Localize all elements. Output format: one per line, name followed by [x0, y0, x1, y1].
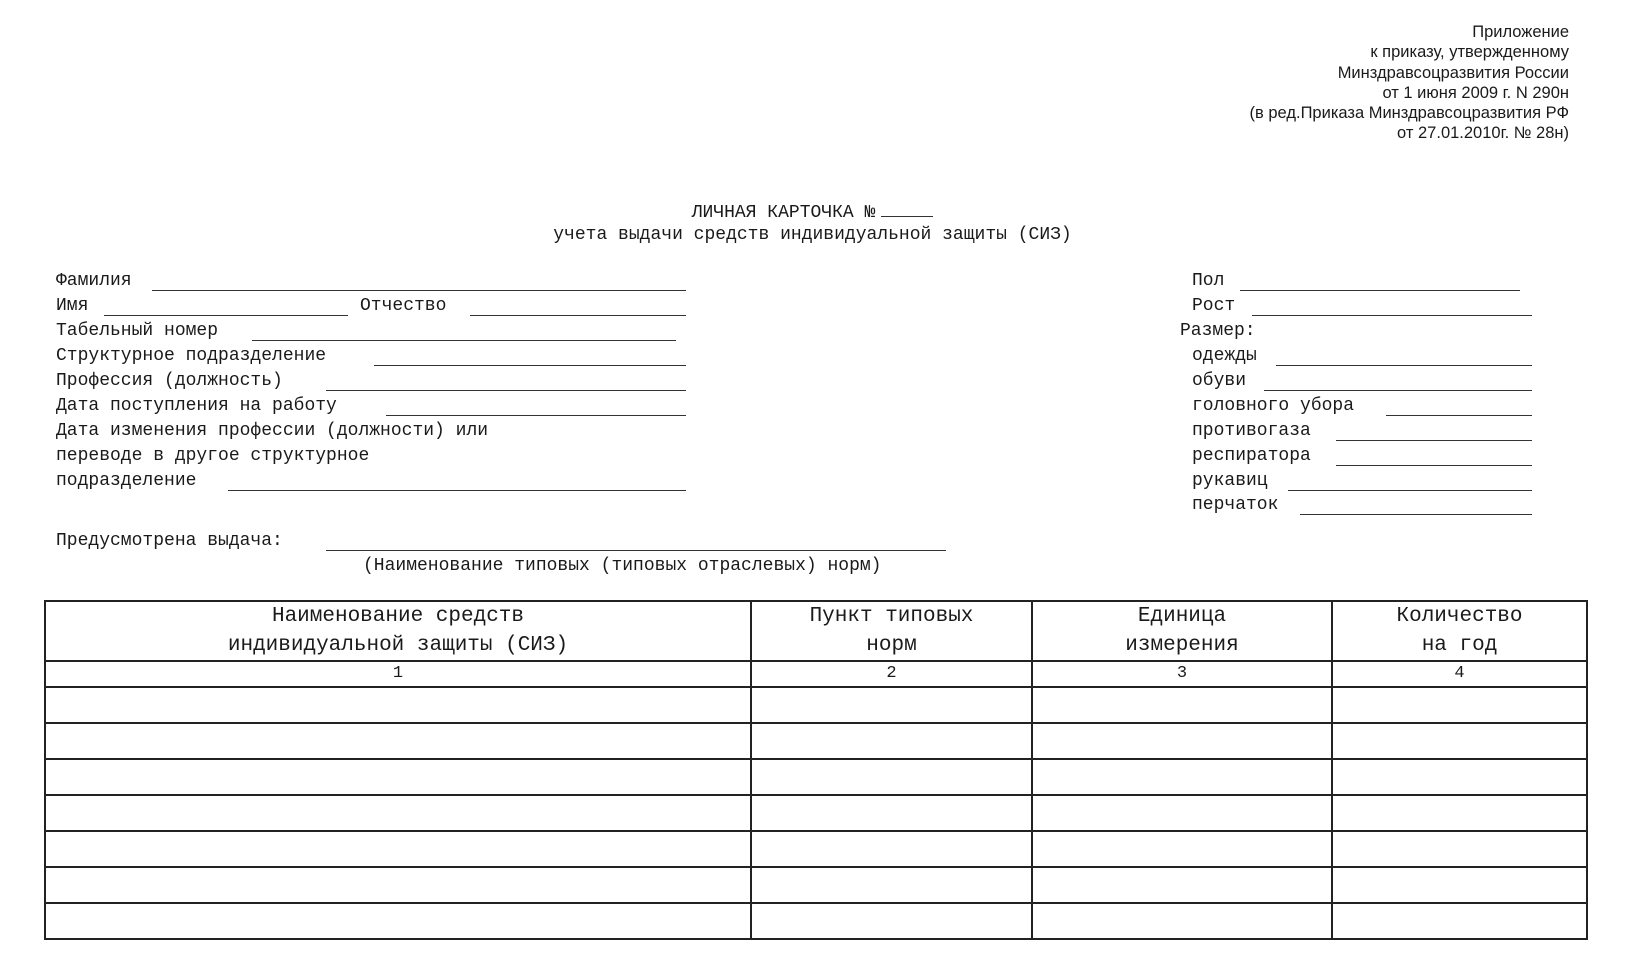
appendix-line: Приложение: [1472, 23, 1569, 41]
table-cell[interactable]: [1332, 903, 1587, 939]
surname-label: Фамилия: [56, 271, 132, 291]
card-title: [0, 198, 1625, 223]
table-cell[interactable]: [1032, 795, 1332, 831]
table-row: [45, 831, 1587, 867]
height-label: Рост: [1192, 296, 1236, 316]
table-cell[interactable]: [1332, 867, 1587, 903]
mittens-size-field[interactable]: [1288, 490, 1532, 491]
respirator-size-label: респиратора: [1192, 446, 1311, 466]
header-ppe-name: Наименование средств индивидуальной защиты (СИЗ): [45, 601, 751, 661]
table-cell[interactable]: [45, 723, 751, 759]
clothes-size-label: одежды: [1192, 346, 1257, 366]
respirator-size-field[interactable]: [1336, 465, 1532, 466]
appendix-line: Минздравсоцразвития России: [1337, 63, 1569, 82]
issue-norms-field[interactable]: [326, 550, 946, 551]
table-header-row: [45, 601, 1587, 661]
department-label: Структурное подразделение: [56, 346, 327, 366]
card-number-blank[interactable]: [881, 198, 933, 217]
table-cell[interactable]: [1332, 831, 1587, 867]
column-number: 3: [1032, 661, 1332, 687]
gloves-size-field[interactable]: [1300, 514, 1532, 515]
table-cell[interactable]: [45, 795, 751, 831]
card-title-text: ЛИЧНАЯ КАРТОЧКА №: [691, 203, 876, 223]
column-number-row: [45, 661, 1587, 687]
table-cell[interactable]: [751, 723, 1032, 759]
table-row: [45, 687, 1587, 723]
mittens-size-label: рукавиц: [1192, 471, 1268, 491]
table-cell[interactable]: [1032, 759, 1332, 795]
table-cell[interactable]: [1332, 723, 1587, 759]
table-row: [45, 723, 1587, 759]
issue-caption: (Наименование типовых (типовых отраслевых) норм): [363, 556, 882, 576]
table-cell[interactable]: [1332, 795, 1587, 831]
table-cell[interactable]: [45, 867, 751, 903]
change-date-field[interactable]: [228, 490, 686, 491]
issue-label: Предусмотрена выдача:: [56, 531, 283, 551]
clothes-size-field[interactable]: [1276, 365, 1532, 366]
header-quantity-per-year: Количество на год: [1332, 601, 1587, 661]
table-cell[interactable]: [1332, 759, 1587, 795]
table-row: [45, 795, 1587, 831]
change-date-label: подразделение: [56, 471, 197, 491]
profession-label: Профессия (должность): [56, 371, 283, 391]
table-cell[interactable]: [1032, 831, 1332, 867]
table-cell[interactable]: [751, 687, 1032, 723]
table-cell[interactable]: [751, 795, 1032, 831]
appendix-line: от 1 июня 2009 г. N 290н: [1382, 83, 1569, 102]
table-cell[interactable]: [751, 903, 1032, 939]
sex-label: Пол: [1192, 271, 1225, 291]
table-cell[interactable]: [45, 759, 751, 795]
gas-mask-size-field[interactable]: [1336, 440, 1532, 441]
shoe-size-label: обуви: [1192, 371, 1247, 391]
name-label: Имя: [56, 296, 89, 316]
table-cell[interactable]: [45, 687, 751, 723]
appendix-line: (в ред.Приказа Минздравсоцразвития РФ: [1249, 104, 1569, 123]
table-cell[interactable]: [45, 903, 751, 939]
table-cell[interactable]: [1032, 723, 1332, 759]
table-row: [45, 867, 1587, 903]
profession-field[interactable]: [326, 390, 686, 391]
table-cell[interactable]: [751, 759, 1032, 795]
table-cell[interactable]: [751, 867, 1032, 903]
appendix-line: к приказу, утвержденному: [1370, 43, 1569, 62]
department-field[interactable]: [374, 365, 686, 366]
header-unit: Единица измерения: [1032, 601, 1332, 661]
ppe-table: [44, 600, 1588, 940]
table-cell[interactable]: [1032, 867, 1332, 903]
card-subtitle: учета выдачи средств индивидуальной защиты (СИЗ): [553, 225, 1072, 245]
table-cell[interactable]: [45, 831, 751, 867]
table-cell[interactable]: [1032, 903, 1332, 939]
table-body: [45, 687, 1587, 939]
column-number: 2: [751, 661, 1032, 687]
headwear-size-label: головного убора: [1192, 396, 1355, 416]
personnel-number-label: Табельный номер: [56, 321, 219, 341]
table-cell[interactable]: [751, 831, 1032, 867]
headwear-size-field[interactable]: [1386, 415, 1532, 416]
change-date-label: Дата изменения профессии (должности) или: [56, 421, 489, 441]
patronymic-field[interactable]: [470, 315, 686, 316]
personnel-number-field[interactable]: [252, 340, 676, 341]
patronymic-label: Отчество: [360, 296, 447, 316]
table-cell[interactable]: [1332, 687, 1587, 723]
appendix-note: [969, 22, 1569, 144]
header-norm-item: Пункт типовых норм: [751, 601, 1032, 661]
appendix-line: от 27.01.2010г. № 28н): [1397, 124, 1569, 143]
name-field[interactable]: [104, 315, 348, 316]
column-number: 1: [45, 661, 751, 687]
hire-date-label: Дата поступления на работу: [56, 396, 337, 416]
gloves-size-label: перчаток: [1192, 495, 1279, 515]
gas-mask-size-label: противогаза: [1192, 421, 1311, 441]
shoe-size-field[interactable]: [1264, 390, 1532, 391]
surname-field[interactable]: [152, 290, 686, 291]
sex-field[interactable]: [1240, 290, 1520, 291]
change-date-label: переводе в другое структурное: [56, 446, 370, 466]
table-row: [45, 759, 1587, 795]
column-number: 4: [1332, 661, 1587, 687]
table-row: [45, 903, 1587, 939]
size-header: Размер:: [1180, 321, 1256, 341]
hire-date-field[interactable]: [386, 415, 686, 416]
table-cell[interactable]: [1032, 687, 1332, 723]
height-field[interactable]: [1252, 315, 1532, 316]
